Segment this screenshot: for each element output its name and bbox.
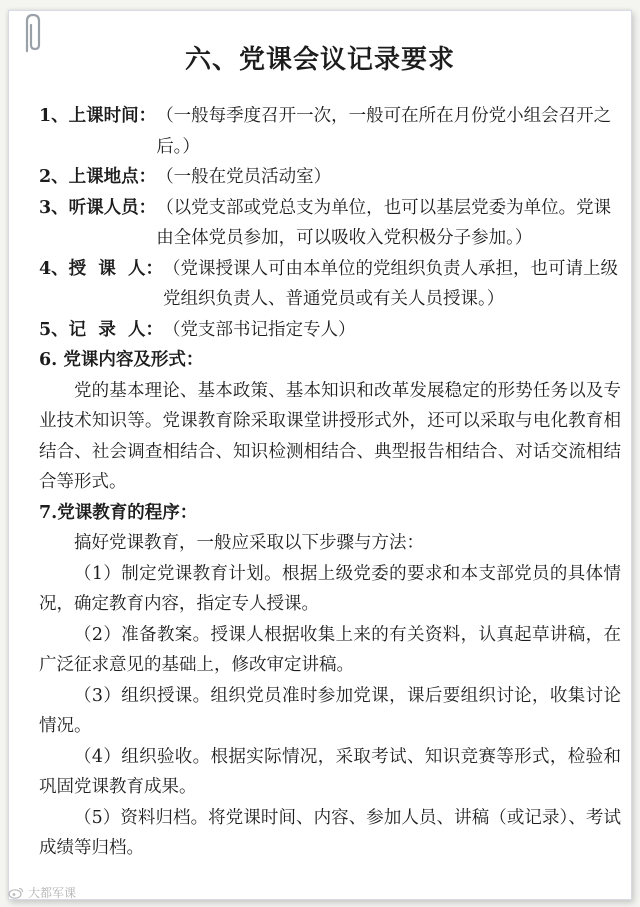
step-paragraph: （1）制定党课教育计划。根据上级党委的要求和本支部党员的具体情况，确定教育内容，指定专人授课。 bbox=[39, 563, 621, 614]
item-label: 3、听课人员： bbox=[39, 197, 157, 218]
document-title: 六、党课会议记录要求 bbox=[184, 45, 455, 75]
item-text: （一般在党员活动室） bbox=[156, 167, 332, 187]
item-text: （一般每季度召开一次，一般可在所在月份党小组会召开之后。） bbox=[156, 106, 612, 157]
document-body bbox=[39, 101, 621, 864]
section-6-paragraph: 党的基本理论、基本政策、基本知识和改革发展稳定的形势任务以及专业技术知识等。党课教育除采取课堂讲授形式外，还可以采取与电化教育相结合、社会调查相结合、知识检测相结合、典型报告相结合、对话交流相结合等形式。 bbox=[39, 380, 621, 492]
document-page bbox=[8, 10, 632, 900]
item-text: （党课授课人可由本单位的党组织负责人承担，也可请上级党组织负责人、普通党员或有关人员授课。） bbox=[163, 258, 619, 309]
item-label: 2、上课地点： bbox=[39, 167, 157, 187]
item-label: 1、上课时间： bbox=[39, 106, 157, 126]
watermark-text: 大都军课 bbox=[28, 886, 77, 900]
step-paragraph: （4）组织验收。根据实际情况，采取考试、知识竞赛等形式，检验和巩固党课教育成果。 bbox=[39, 746, 621, 797]
weibo-icon bbox=[8, 887, 24, 899]
item-label: 4、授 课 人： bbox=[39, 258, 164, 279]
watermark bbox=[8, 884, 76, 901]
section-6-heading: 6. 党课内容及形式： bbox=[39, 350, 204, 370]
step-paragraph: （5）资料归档。将党课时间、内容、参加人员、讲稿（或记录）、考试成绩等归档。 bbox=[39, 807, 621, 858]
item-lecturer bbox=[39, 254, 621, 315]
section-7-intro: 搞好党课教育，一般应采取以下步骤与方法： bbox=[74, 533, 424, 553]
item-text: （以党支部或党总支为单位，也可以基层党委为单位。党课由全体党员参加，可以吸收入党积极分子参加。） bbox=[156, 197, 612, 248]
item-label: 5、记 录 人： bbox=[39, 319, 164, 340]
section-7-heading: 7.党课教育的程序： bbox=[39, 502, 198, 523]
item-text: （党支部书记指定专人） bbox=[163, 319, 356, 340]
step-paragraph: （3）组织授课。组织党员准时参加党课，课后要组织讨论，收集讨论情况。 bbox=[39, 685, 621, 736]
item-attendees bbox=[39, 193, 621, 254]
step-paragraph: （2）准备教案。授课人根据收集上来的有关资料，认真起草讲稿，在广泛征求意见的基础上，修改审定讲稿。 bbox=[39, 624, 621, 675]
item-class-time bbox=[39, 101, 621, 162]
item-recorder bbox=[39, 315, 621, 346]
item-class-location bbox=[39, 162, 621, 193]
